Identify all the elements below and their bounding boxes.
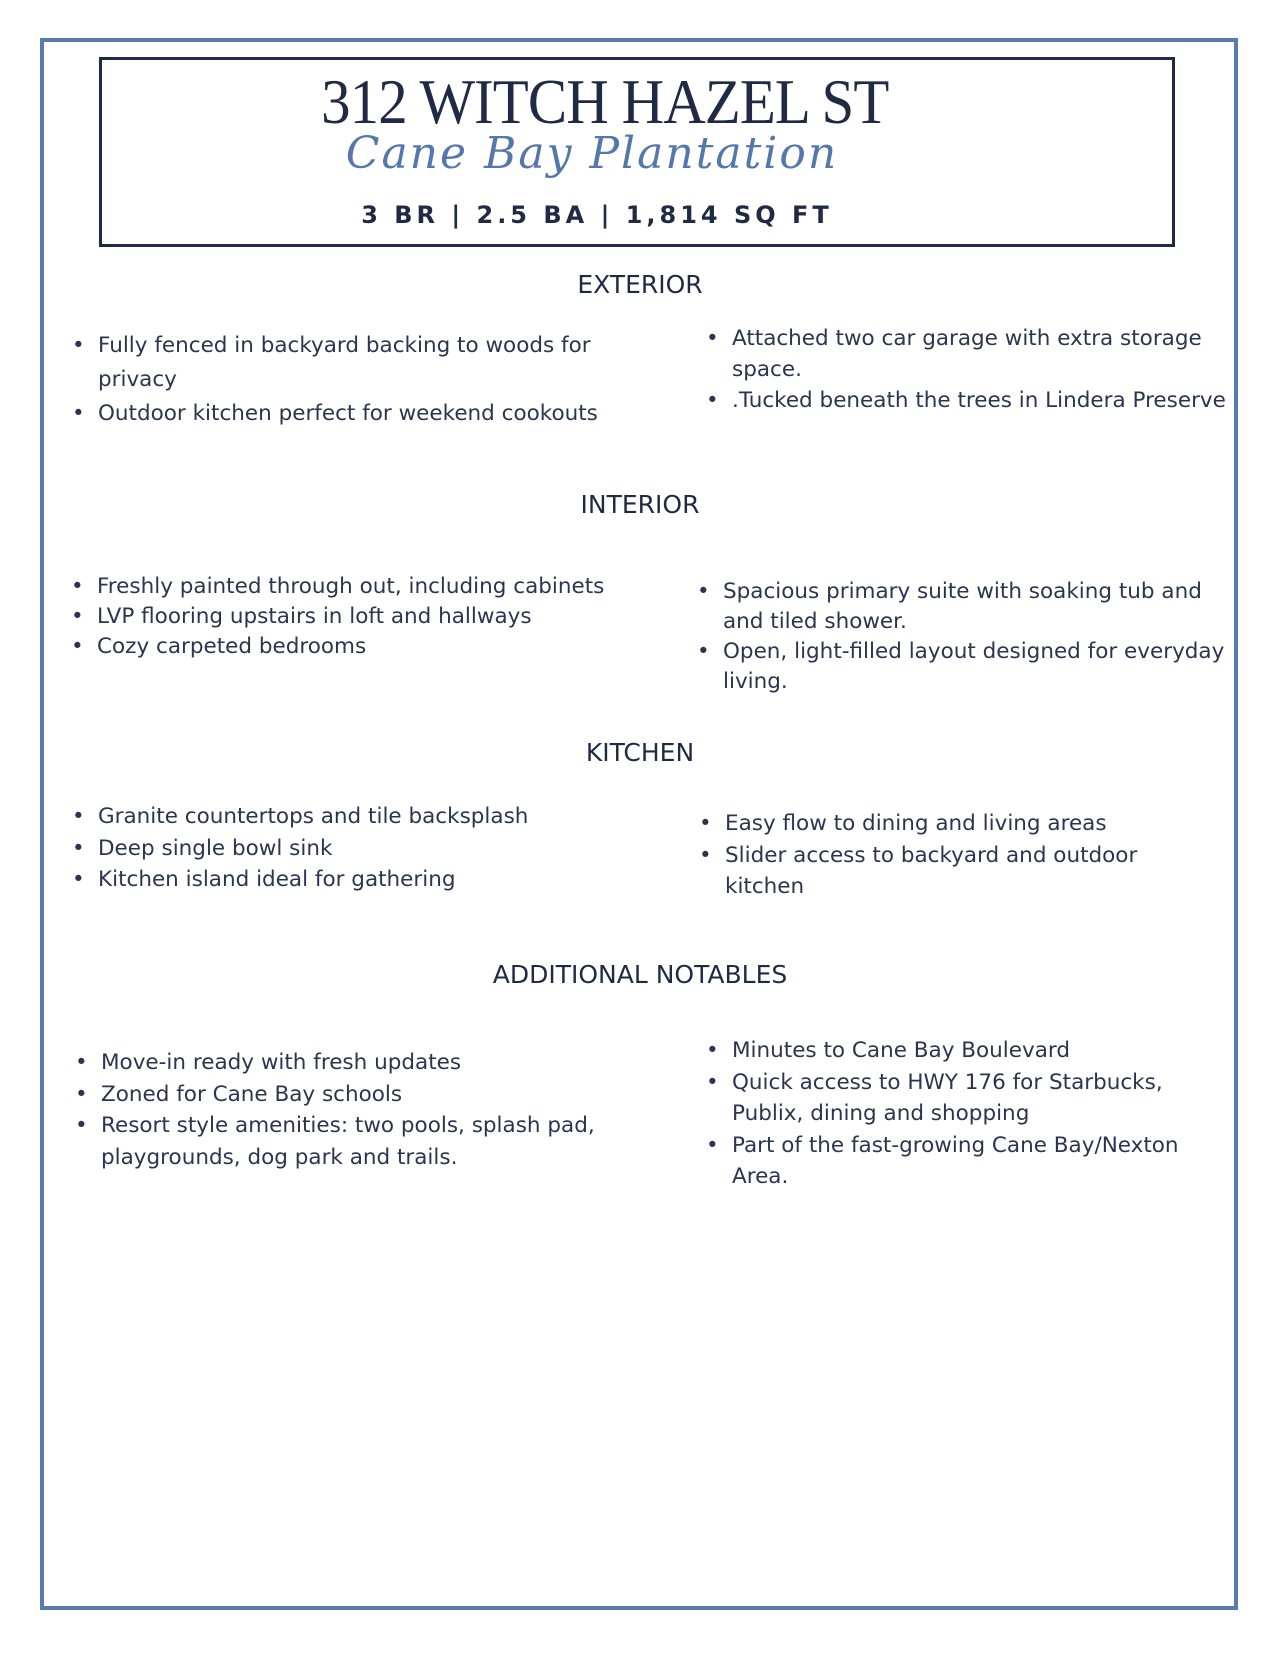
list-item: • Deep single bowl sink (72, 833, 632, 865)
additional-right-list (706, 1035, 1226, 1193)
kitchen-left-list (72, 801, 632, 896)
list-item: • Resort style amenities: two pools, splash pad, playgrounds, dog park and trails. (75, 1110, 655, 1173)
property-address: 312 WITCH HAZEL ST (321, 66, 889, 137)
list-item: • Attached two car garage with extra storage space. (706, 323, 1236, 385)
exterior-left-list (72, 329, 612, 431)
list-item: • Part of the fast-growing Cane Bay/Nexton Area. (706, 1130, 1226, 1193)
section-title-exterior: EXTERIOR (577, 270, 703, 299)
list-item: • Cozy carpeted bedrooms (71, 632, 671, 662)
list-item: • Easy flow to dining and living areas (699, 808, 1219, 840)
list-item: • Open, light-filled layout designed for everyday living. (697, 637, 1237, 697)
list-item: • Move-in ready with fresh updates (75, 1047, 655, 1079)
list-item: • Quick access to HWY 176 for Starbucks, Publix, dining and shopping (706, 1067, 1226, 1130)
additional-left-list (75, 1047, 655, 1173)
interior-right-list (697, 577, 1237, 697)
list-item: • .Tucked beneath the trees in Lindera Preserve (706, 385, 1236, 416)
list-item: • LVP flooring upstairs in loft and hallways (71, 602, 671, 632)
list-item: • Fully fenced in backyard backing to woods for privacy (72, 329, 612, 397)
list-item: • Kitchen island ideal for gathering (72, 864, 632, 896)
property-specs: 3 BR | 2.5 BA | 1,814 SQ FT (361, 201, 833, 229)
list-item: • Freshly painted through out, including cabinets (71, 572, 671, 602)
list-item: • Granite countertops and tile backsplash (72, 801, 632, 833)
interior-left-list (71, 572, 671, 662)
list-item: • Outdoor kitchen perfect for weekend cookouts (72, 397, 612, 431)
exterior-right-list (706, 323, 1236, 416)
list-item: • Minutes to Cane Bay Boulevard (706, 1035, 1226, 1067)
list-item: • Slider access to backyard and outdoor kitchen (699, 840, 1219, 903)
list-item: • Spacious primary suite with soaking tub and and tiled shower. (697, 577, 1237, 637)
community-name: Cane Bay Plantation (345, 128, 839, 179)
list-item: • Zoned for Cane Bay schools (75, 1079, 655, 1111)
section-title-kitchen: KITCHEN (585, 738, 695, 767)
section-title-additional-notables: ADDITIONAL NOTABLES (492, 960, 788, 989)
header-box (99, 57, 1175, 247)
section-title-interior: INTERIOR (580, 490, 700, 519)
kitchen-right-list (699, 808, 1219, 903)
